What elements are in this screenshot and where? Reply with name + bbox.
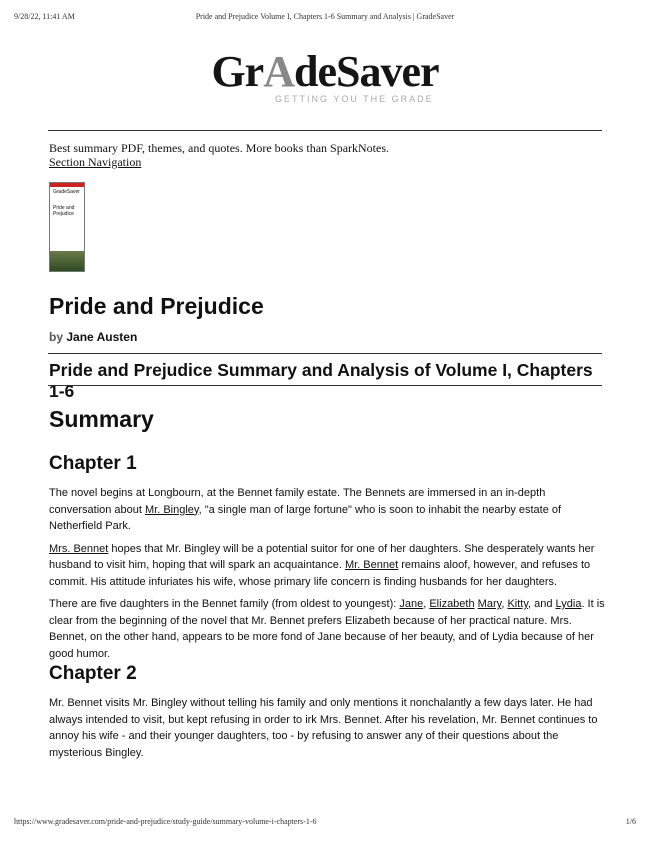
summary-heading: Summary — [49, 406, 154, 432]
chapter-1-section — [49, 453, 605, 668]
book-author: by Jane Austen — [49, 330, 138, 344]
paragraph-text: There are five daughters in the Bennet family (from oldest to youngest): — [49, 598, 400, 610]
paragraph — [49, 485, 605, 535]
paragraph-text: Mr. Bennet visits Mr. Bingley without telling his family and only mentions it nonchalantly a few days later. He had always intended to visit, but kept refusing in order to irk Mrs. Bennet. After his revelation, Mr. Bennet continues to annoy his wife - and their younger daughters, too - by refusing to answer any of their questions about the mysterious Bingley. — [49, 697, 598, 759]
paragraph-text: , "a single man of large fortune" who is soon to inhabit the nearby estate of Netherfield Park. — [49, 503, 562, 532]
paragraph — [49, 695, 605, 761]
print-page-title: Pride and Prejudice Volume I, Chapters 1-6 Summary and Analysis | GradeSaver — [195, 12, 455, 21]
site-intro — [49, 141, 389, 169]
paragraph-text: , — [423, 598, 430, 610]
section-navigation-link[interactable]: Section Navigation — [49, 155, 142, 169]
print-page-number: 1/6 — [625, 817, 636, 826]
paragraph-text: The novel begins at Longbourn, at the Bennet family estate. The Bennets are immersed in an in-depth conversation about — [49, 487, 546, 516]
paragraph-text: . It is clear from the beginning of the novel that Mr. Bennet prefers Elizabeth because of her practical nature. Mrs. Bennet, on the other hand, appears to be more fond of Jane because of her beauty, and of Lydia because of her good humor. — [49, 598, 605, 660]
character-link[interactable]: Mr. Bingley — [145, 503, 199, 516]
paragraph-text: remains aloof, however, and refuses to commit. His attitude infuriates his wife, whose primary life concern is finding husbands for her daughters. — [49, 559, 591, 588]
character-link[interactable]: Mrs. Bennet — [49, 542, 109, 555]
print-url: https://www.gradesaver.com/pride-and-prejudice/study-guide/summary-volume-i-chapters-1-6 — [14, 817, 317, 826]
character-link[interactable]: Jane — [399, 598, 424, 610]
book-title: Pride and Prejudice — [49, 293, 264, 319]
paragraph-text: , — [501, 598, 508, 610]
character-link[interactable]: Elizabeth — [429, 598, 475, 610]
chapter-heading: Chapter 1 — [49, 453, 137, 474]
book-cover-image[interactable]: GradeSaver Pride and Prejudice — [49, 182, 85, 272]
gradesaver-logo[interactable]: GrAdeSaver GETTING YOU THE GRADE — [211, 47, 439, 104]
print-datetime: 9/28/22, 11:41 AM — [14, 12, 75, 21]
character-link[interactable]: Lydia — [555, 598, 582, 610]
chapter-heading: Chapter 2 — [49, 663, 137, 684]
chapter-2-section — [49, 663, 605, 767]
divider — [48, 353, 602, 354]
page-title: Pride and Prejudice Summary and Analysis of Volume I, Chapters 1-6 — [49, 360, 593, 401]
character-link[interactable]: Mr. Bennet — [344, 559, 399, 571]
character-link[interactable]: Mary — [477, 598, 502, 610]
character-link[interactable]: Kitty — [507, 598, 529, 610]
paragraph-text: , and — [528, 598, 556, 610]
paragraph-text: hopes that Mr. Bingley will be a potential suitor for one of her daughters. She desperately wants her husband to visit him, hoping that will spark an acquaintance. — [49, 542, 595, 571]
divider — [48, 130, 602, 131]
paragraph — [49, 541, 605, 591]
tagline: Best summary PDF, themes, and quotes. More books than SparkNotes. — [49, 141, 390, 155]
paragraph — [49, 596, 605, 662]
divider — [48, 385, 602, 386]
